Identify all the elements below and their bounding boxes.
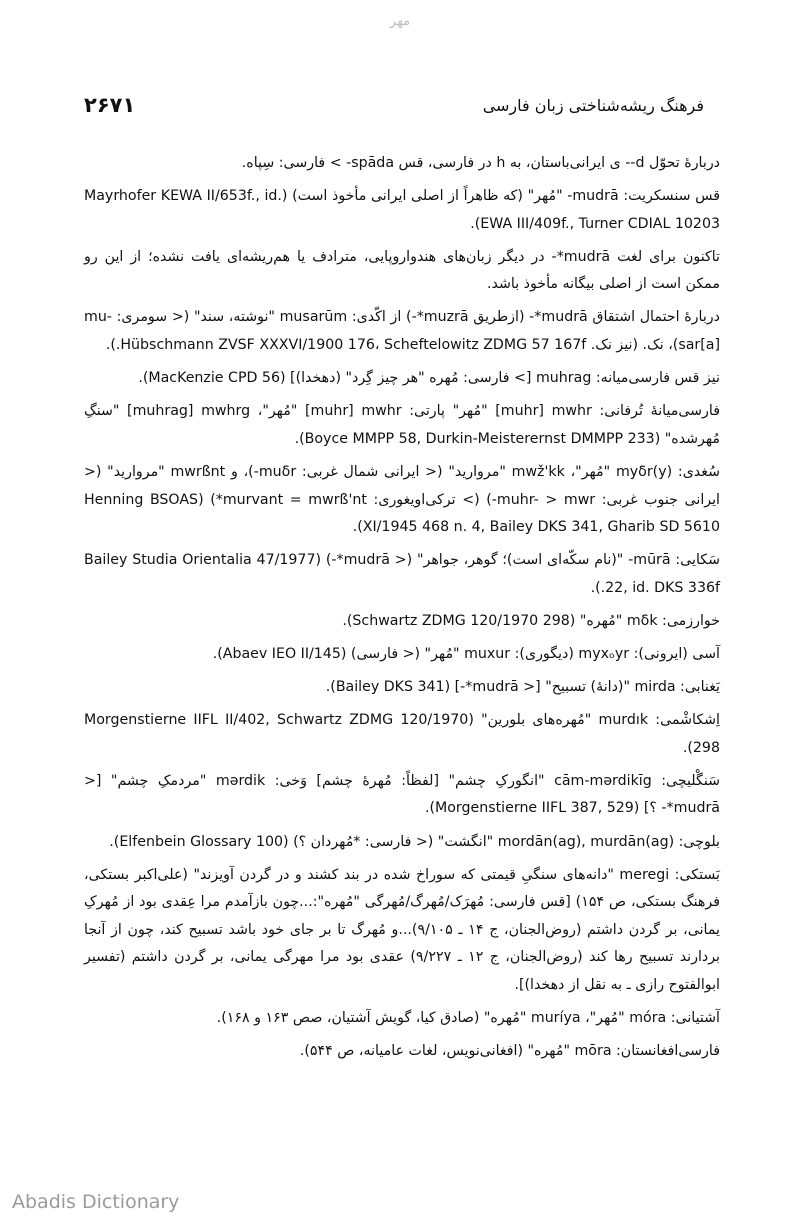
paragraph-no-cognate: تاکنون برای لغت ‎*mudrā-‏ در دیگر زبان‌های هندواروپایی، مترادف یا هم‌ریشه‌ای یافت نشده؛ از این رو ممکن است از اصلی بیگانه مأخوذ باشد. xyxy=(84,248,720,293)
paragraph-saka: سَکایی: ‎mūrā-‏ "(نام سکّه‌ای است)؛ گوهر، جواهر" (< ‎*mudrā-‏) (Bailey Studia Orientalia 47/1977 22, id. DKS 336f.). xyxy=(84,552,720,596)
paragraph-khwarazmian: خوارزمی: ‎mδk‏ "مُهره" (Schwartz ZDMG 120/1970 298). xyxy=(342,612,720,629)
paragraph-ishkashmi: اِشکاشْمی: ‎murdık‏ "مُهره‌های بلورین" (Morgenstierne IIFL II/402, Schwartz ZDMG 120/1970 298). xyxy=(84,712,720,756)
dictionary-entry-body xyxy=(84,150,720,1071)
paragraph-akkadian: دربارۀ احتمال اشتقاق ‎*mudrā-‏ (ازطریق ‎*muzrā-‏) از اکّدی: ‎musarūm‏ "نوشته، سند" (< سومری: ‎mu-sar[a]‏)، نک. (نیز نک. Hübschmann ZVSF XXXVI/1900 176، Scheftelowitz ZDMG 57 167f.). xyxy=(84,309,720,354)
paragraph-yaghnobi: یَغنابی: ‎mirda‏ "(دانۀ) تسبیح" [< ‎*mudrā-‏] (Bailey DKS 341). xyxy=(325,679,720,696)
page-number: ۲۶۷۱ xyxy=(84,93,136,117)
running-head: مهر xyxy=(389,14,411,29)
paragraph-bastaki: بَستکی: ‎meregi‏ "دانه‌های سنگیِ قیمتی که سوراخ شده در بند کشند و در گردن آویزند" (علی‌اکبر بستکی، فرهنگ بستکی، ص ۱۵۴) [قس فارسی: مُهرَک/مُهرگ/مُهرگی "مُهره":...چون بازآمدم مرا عِقدی بود از مُهرکِ یمانی، بر گردن داشتم (روض‌الجنان، ج ۱۴ ـ ۹/۱۰۵)...و مُهرگ تا بر جای خود باشد تسبیح کند، چون از آنجا بردارند تسبیح رها کند (روض‌الجنان، ج ۱۲ ـ ۹/۲۲۷) عقدی بود مرا مهرگی یمانی، بر گردن داشتم (تفسیر ابوالفتوح رازی ـ به نقل از دهخدا)]. xyxy=(84,866,720,994)
paragraph-sogdian: سُغدی: ‎myδr(y)‏ "مُهر"، ‎mwž'kk‏ "مروارید" (< ایرانی شمال غربی: ‎muδr-‏)، و ‎mwrßnt‏ "مروارید" (< ایرانی جنوب غربی: ‎muhr- > mwr-‏) (> ترکی‌اویغوری: ‎*murvant = mwrß'nt‏) (Henning BSOAS XI/1945 468 n. 4, Bailey DKS 341, Gharib SD 5610). xyxy=(84,463,720,536)
paragraph-iranian-d: دربارۀ تحوّل ‎-d-‏ ی ایرانی‌باستان، به h در فارسی، قس ‎spāda-‏ > فارسی: سِپاه. xyxy=(241,155,720,171)
paragraph-ashtiani: آشتیانی: ‎móra‏ "مُهر"، ‎muríya‏ "مُهره" (صادق کیا، گویش آشتیان، صص ۱۶۳ و ۱۶۸). xyxy=(216,1010,720,1027)
paragraph-afghan-persian: فارسی‌افغانستان: ‎mōra‏ "مُهره" (افغانی‌نویس، لغات عامیانه، ص ۵۴۴). xyxy=(299,1043,720,1060)
paragraph-middle-persian: نیز قس فارسی‌میانه: ‎muhrag‏ [> فارسی: مُهره "هر چیز گِرد" (دهخدا)] (MacKenzie CPD 56). xyxy=(138,370,720,387)
watermark: Abadis Dictionary xyxy=(12,1191,180,1213)
paragraph-balochi: بلوچی: ‎mordān(ag), murdān(ag)‏ "انگشت" (< فارسی: ‎*مُهردان‏ ؟) (Elfenbein Glossary 100). xyxy=(109,833,720,850)
paragraph-ossetic: آسی (ایرونی): ‎myxₒyr‏ (دیگوری): ‎muxur‏ "مُهر" (< فارسی) (Abaev IEO II/145). xyxy=(212,646,720,662)
paragraph-sanskrit: قس سنسکریت: ‎mudrā-‏ "مُهر" (که ظاهراً از اصلی ایرانی مأخوذ است) (Mayrhofer KEWA II/653f., id. EWA III/409f., Turner CDIAL 10203). xyxy=(84,188,720,232)
paragraph-turfan-parthian: فارسی‌میانۀ تُرفانی: ‎[muhr] mwhr‏ "مُهر" پارتی: ‎[muhr] mwhr‏ "مُهر"، ‎[muhrag] mwhrg‏ "سنگِ مُهرشده" (Boyce MMPP 58, Durkin-Meisterernst DMMPP 233). xyxy=(84,403,721,447)
book-title: فرهنگ ریشه‌شناختی زبان فارسی xyxy=(482,96,704,115)
paragraph-sanglechi: سَنگْلیچی: ‎cām-mərdikīg‏ "انگورکِ چشم" [لفظاً: مُهرۀ چشم] وَخی: ‎mərdik‏ "مردمکِ چشم" [< ‎*mudrā-‏ ؟] (Morgenstierne IIFL 387, 529). xyxy=(84,772,720,817)
